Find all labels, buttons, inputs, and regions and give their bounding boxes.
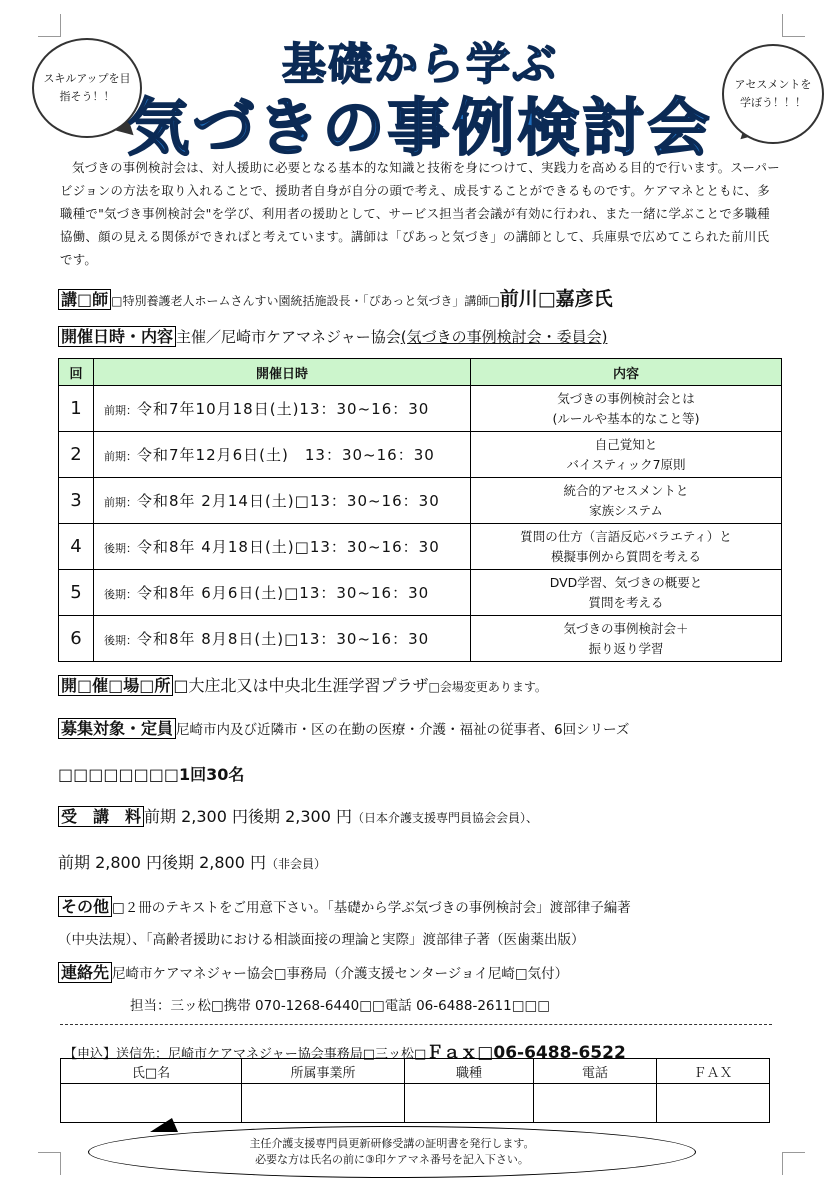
target-label: 募集対象・定員 [58, 718, 176, 739]
host-committee: (気づきの事例検討会・委員会) [400, 328, 608, 346]
form-field-fax[interactable] [657, 1084, 770, 1123]
title-line2: 気づきの事例検討会 [127, 91, 713, 164]
ellipse-tail [150, 1118, 178, 1132]
venue-row [58, 673, 788, 696]
crop-mark [782, 1152, 805, 1175]
intro-paragraph: 気づきの事例検討会は、対人援助に必要となる基本的な知識と技術を身につけて、実践力を高める目的で行います。スーパービジョンの方法を取り入れることで、援助者自身が自分の頭で考え、成長することができるものです。ケアマネとともに、多職種で"気づき事例検討会"を学び、利用者の援助として、サービス担当者会議が有効に行われ、また一緒に学ぶことで多職種協働、顔の見える関係ができればと考えています。講師は「ぴあっと気づき」の講師として、兵庫県で広めてこられた前川氏です。 [60, 160, 780, 267]
table-row [59, 478, 782, 524]
form-field-job[interactable] [405, 1084, 534, 1123]
apply-text: 【申込】送信先：尼崎市ケアマネジャー協会事務局□三ッ松□ [64, 1047, 427, 1062]
lecturer-name: 前川□嘉彦氏 [499, 288, 613, 310]
lecturer-label: 講□師 [58, 289, 111, 310]
lecturer-desc: □特別養護老人ホームさんすい園統括施設長・「ぴあっと気づき」講師□ [111, 294, 500, 308]
header-content: 内容 [471, 359, 782, 386]
capacity: □□□□□□□□1回30名 [58, 765, 245, 784]
fee-row-2 [58, 850, 788, 873]
row-num: 4 [59, 524, 94, 570]
cut-line [60, 1024, 772, 1025]
table-row [59, 616, 782, 662]
target-text: 尼崎市内及び近隣市・区の在勤の医療・介護・福祉の従事者、6回シリーズ [176, 722, 630, 738]
row-date: 後期：令和8年 6月6日(土)□13：30~16：30 [94, 570, 471, 616]
header-num: 回 [59, 359, 94, 386]
title-line1: 基礎から学ぶ [282, 39, 558, 90]
table-row [59, 432, 782, 478]
table-row [59, 524, 782, 570]
row-num: 6 [59, 616, 94, 662]
fee-nonmembers-note: （非会員） [265, 857, 326, 871]
table-header-row [59, 359, 782, 386]
apply-fax: Ｆａｘ□06-6488-6522 [426, 1043, 626, 1063]
row-content: 自己覚知と バイスティック7原則 [471, 432, 782, 478]
row-content: 統合的アセスメントと 家族システム [471, 478, 782, 524]
certificate-note: 主任介護支援専門員更新研修受講の証明書を発行します。 必要な方は氏名の前に③印ケアマネ番号を記入下さい。 [88, 1126, 696, 1178]
table-row [59, 386, 782, 432]
contact-person: 担当：三ッ松□携帯 070-1268-6440□□電話 06-6488-2611□□□ [130, 998, 550, 1014]
row-date: 後期：令和8年 4月18日(土)□13：30~16：30 [94, 524, 471, 570]
fee-nonmembers: 前期 2,800 円後期 2,800 円 [58, 853, 266, 872]
contact-text: 尼崎市ケアマネジャー協会□事務局（介護支援センタージョイ尼崎□気付） [112, 966, 569, 982]
venue-text: □大庄北又は中央北生涯学習プラザ [173, 676, 429, 695]
row-date: 前期：令和7年10月18日(土)13：30~16：30 [94, 386, 471, 432]
lecturer-row [58, 284, 788, 311]
row-content: 気づきの事例検討会＋ 振り返り学習 [471, 616, 782, 662]
crop-mark [38, 1152, 61, 1175]
other-line2: （中央法規）、「高齢者援助における相談面接の理論と実際」渡部律子著（医歯薬出版） [58, 932, 585, 948]
schedule-label: 開催日時・内容 [58, 326, 176, 347]
table-row [59, 570, 782, 616]
application-form [60, 1058, 770, 1123]
form-header-job: 職種 [405, 1059, 534, 1084]
form-field-name[interactable] [61, 1084, 242, 1123]
host-text: 主催／尼崎市ケアマネジャー協会 [176, 328, 401, 346]
form-input-row [61, 1084, 770, 1123]
row-num: 1 [59, 386, 94, 432]
row-num: 5 [59, 570, 94, 616]
form-field-office[interactable] [242, 1084, 405, 1123]
fee-label: 受 講 料 [58, 806, 144, 827]
contact-label: 連絡先 [58, 962, 112, 983]
target-row [58, 716, 788, 739]
form-header-fax: ＦＡＸ [657, 1059, 770, 1084]
form-header-name: 氏□名 [61, 1059, 242, 1084]
row-date: 前期：令和8年 2月14日(土)□13：30~16：30 [94, 478, 471, 524]
other-line1: □２冊のテキストをご用意下さい。「基礎から学ぶ気づきの事例検討会」渡部律子編著 [112, 900, 631, 916]
venue-label: 開□催□場□所 [58, 675, 173, 696]
fee-members: 前期 2,300 円後期 2,300 円 [144, 807, 352, 826]
form-field-phone[interactable] [534, 1084, 657, 1123]
schedule-header-row [58, 324, 788, 347]
header-date: 開催日時 [94, 359, 471, 386]
contact-row [58, 960, 788, 983]
row-content: 質問の仕方（言語反応バラエティ）と 模擬事例から質問を考える [471, 524, 782, 570]
row-num: 3 [59, 478, 94, 524]
fee-members-note: （日本介護支援専門員協会会員）、 [351, 811, 538, 825]
speech-bubble-right: アセスメントを学ぼう！！！ [722, 44, 824, 144]
row-content: 気づきの事例検討会とは (ルールや基本的なこと等) [471, 386, 782, 432]
row-date: 後期：令和8年 8月8日(土)□13：30~16：30 [94, 616, 471, 662]
form-header-row [61, 1059, 770, 1084]
speech-bubble-left: スキルアップを目指そう！！ [32, 38, 142, 138]
fee-row [58, 804, 788, 827]
row-date: 前期：令和7年12月6日(土) 13：30~16：30 [94, 432, 471, 478]
row-num: 2 [59, 432, 94, 478]
other-label: その他 [58, 896, 112, 917]
other-row [58, 894, 788, 917]
form-header-office: 所属事業所 [242, 1059, 405, 1084]
row-content: DVD学習、気づきの概要と 質問を考える [471, 570, 782, 616]
venue-note: □会場変更あります。 [428, 680, 547, 694]
form-header-phone: 電話 [534, 1059, 657, 1084]
schedule-table [58, 358, 782, 662]
